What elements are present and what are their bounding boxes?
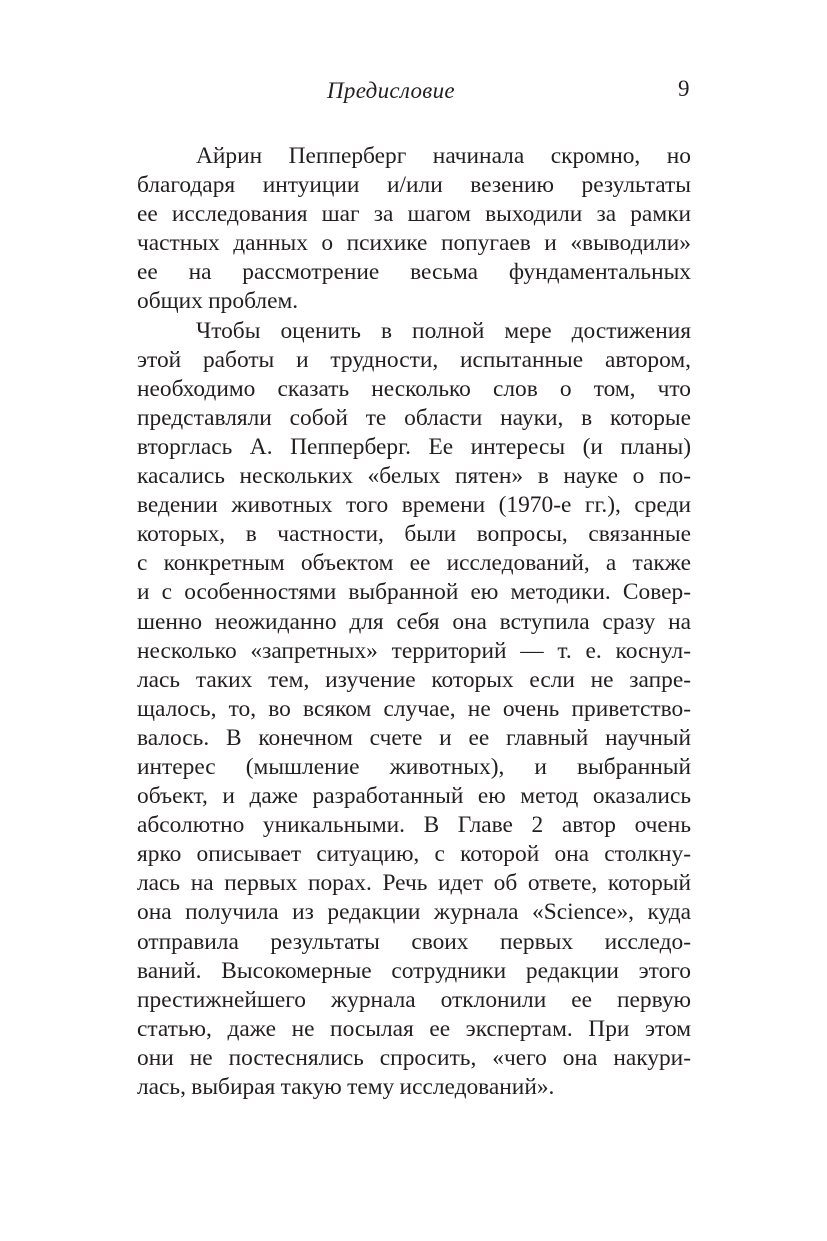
text-line: благодаря интуиции и/или везению результаты xyxy=(137,172,691,199)
text-line: объект, и даже разработанный ею метод оказались xyxy=(137,783,691,810)
text-line: Айрин Пепперберг начинала скромно, но xyxy=(196,143,691,169)
text-line: ее на рассмотрение весьма фундаментальных xyxy=(137,259,691,286)
text-line: несколько «запретных» территорий — т. е. коснул- xyxy=(137,637,691,664)
text-line: лась на первых порах. Речь идет об ответе, который xyxy=(137,870,691,897)
text-line: интерес (мышление животных), и выбранный xyxy=(137,753,691,780)
text-line: статью, даже не посылая ее экспертам. При этом xyxy=(137,1015,691,1042)
text-line: отправила результаты своих первых исследо- xyxy=(137,928,691,955)
text-line: щалось, то, во всяком случае, не очень приветство- xyxy=(137,695,691,722)
text-line: представляли собой те области науки, в которые xyxy=(137,404,691,431)
text-line: они не постеснялись спросить, «чего она накури- xyxy=(137,1044,691,1071)
text-line: вторглась А. Пепперберг. Ее интересы (и планы) xyxy=(137,433,691,460)
text-line: ведении животных того времени (1970-е гг.), среди xyxy=(137,492,691,519)
text-line: с конкретным объектом ее исследований, а также xyxy=(137,550,691,577)
text-line: ее исследования шаг за шагом выходили за рамки xyxy=(137,201,691,228)
text-line: общих проблем. xyxy=(137,288,299,315)
text-line: престижнейшего журнала отклонили ее первую xyxy=(137,986,691,1013)
text-line: ярко описывает ситуацию, с которой она столкну- xyxy=(137,841,691,868)
text-line: лась, выбирая такую тему исследований». xyxy=(137,1074,555,1100)
body-text xyxy=(137,142,691,1102)
text-line: шенно неожиданно для себя она вступила сразу на xyxy=(137,608,691,635)
text-line: и с особенностями выбранной ею методики. Совер- xyxy=(137,579,691,606)
text-line: которых, в частности, были вопросы, связанные xyxy=(137,521,691,548)
text-line: Чтобы оценить в полной мере достижения xyxy=(196,317,691,344)
paragraph-1 xyxy=(137,142,691,317)
text-line: частных данных о психике попугаев и «выводили» xyxy=(137,230,691,257)
page-number: 9 xyxy=(678,76,690,101)
running-title: Предисловие xyxy=(327,78,455,103)
text-line: ваний. Высокомерные сотрудники редакции этого xyxy=(137,957,691,984)
text-line: касались нескольких «белых пятен» в науке о по- xyxy=(137,463,691,490)
text-line: этой работы и трудности, испытанные автором, xyxy=(137,346,691,373)
text-line: абсолютно уникальными. В Главе 2 автор очень xyxy=(137,812,691,839)
text-line: необходимо сказать несколько слов о том, что xyxy=(137,375,691,402)
paragraph-2 xyxy=(137,317,691,1103)
text-line: лась таких тем, изучение которых если не запре- xyxy=(137,666,691,693)
text-line: валось. В конечном счете и ее главный научный xyxy=(137,724,691,751)
text-line: она получила из редакции журнала «Science», куда xyxy=(137,899,691,926)
running-head xyxy=(0,78,827,108)
